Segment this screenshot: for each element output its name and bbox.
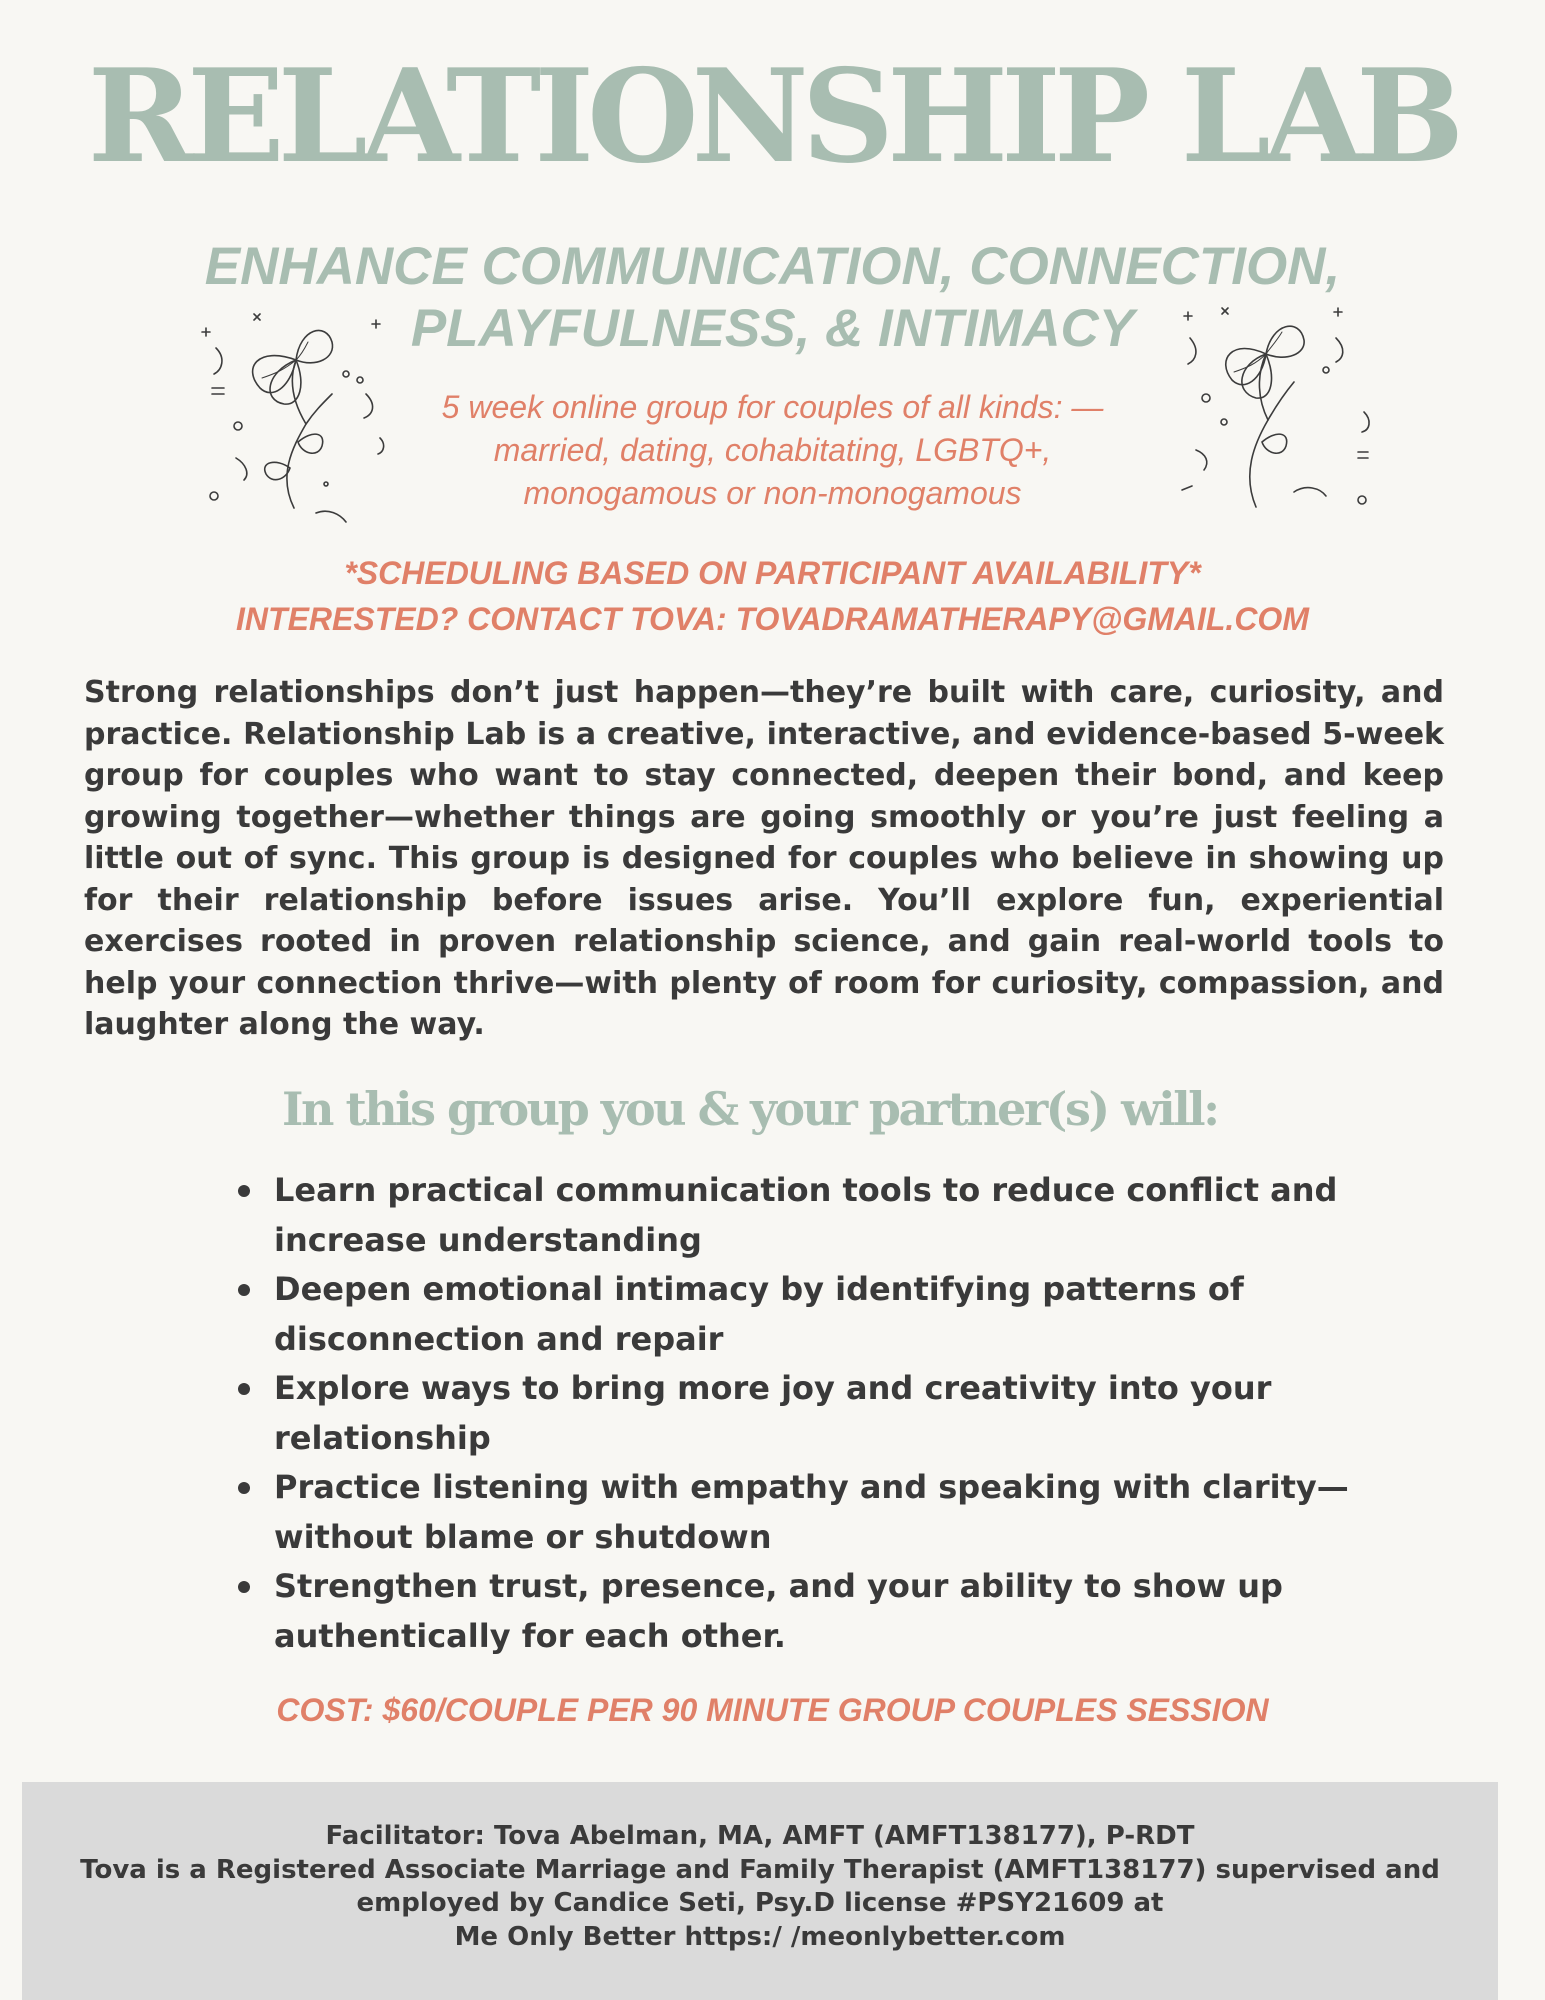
intro-paragraph: Strong relationships don’t just happen—they’re built with care, curiosity, and practice. Relationship Lab is a creative, interactive, and evidence-based 5-week group for couples who want to stay connected, deepen their bond, and keep growing together—whether things are going smoothly or you’re just feeling a little out of sync. This group is designed for couples who believe in showing up for their relationship before issues arise. You’ll explore fun, experiential exercises rooted in proven relationship science, and gain real-world tools to help your connection thrive—with plenty of room for curiosity, compassion, and laughter along the way. [84,675,1444,1042]
footer-line: Tova is a Registered Associate Marriage and Family Therapist (AMFT138177) supervised and [80,1854,1440,1885]
bullet-icon [238,1482,250,1494]
bullet-icon [238,1581,250,1593]
tagline [0,386,1545,515]
subtitle-line: ENHANCE COMMUNICATION, CONNECTION, [204,237,1341,296]
list-item-text: Explore ways to bring more joy and creativity into your relationship [274,1369,1272,1457]
scheduling-notice [0,550,1545,642]
contact-text: INTERESTED? CONTACT TOVA: TOVADRAMATHERAPY@GMAIL.COM [236,601,1309,637]
footer-line: employed by Candice Seti, Psy.D license #PSY21609 at [356,1888,1164,1918]
footer-panel [22,1782,1498,2000]
subtitle-line: PLAYFULNESS, & INTIMACY [410,299,1135,358]
tagline-line: monogamous or non-monogamous [523,475,1022,511]
list-item [234,1364,1384,1463]
list-item [234,1562,1384,1661]
cost-text: COST: $60/COUPLE PER 90 MINUTE GROUP COUPLES SESSION [276,1692,1269,1728]
list-item [234,1166,1384,1265]
tagline-line: 5 week online group for couples of all kinds: — [441,389,1104,425]
footer-text [22,1820,1498,1954]
bullet-icon [238,1284,250,1296]
benefits-list [234,1166,1384,1661]
list-item [234,1265,1384,1364]
list-item [234,1463,1384,1562]
list-item-text: Strengthen trust, presence, and your ability to show up authentically for each other. [274,1567,1283,1655]
benefits-heading: In this group you & your partner(s) will: [282,1082,1218,1136]
website-line: Me Only Better https:/ /meonlybetter.com [454,1921,1066,1952]
page-title: RELATIONSHIP LAB [87,42,1458,192]
scheduling-text: *SCHEDULING BASED ON PARTICIPANT AVAILABILITY* [344,555,1201,591]
list-item-text: Deepen emotional intimacy by identifying patterns of disconnection and repair [274,1270,1244,1358]
facilitator-line: Facilitator: Tova Abelman, MA, AMFT (AMFT138177), P-RDT [325,1821,1195,1851]
bullet-icon [238,1185,250,1197]
bullet-icon [238,1383,250,1395]
list-item-text: Learn practical communication tools to reduce conflict and increase understanding [274,1171,1338,1259]
list-item-text: Practice listening with empathy and speaking with clarity—without blame or shutdown [274,1468,1349,1556]
tagline-line: married, dating, cohabitating, LGBTQ+, [493,432,1052,468]
